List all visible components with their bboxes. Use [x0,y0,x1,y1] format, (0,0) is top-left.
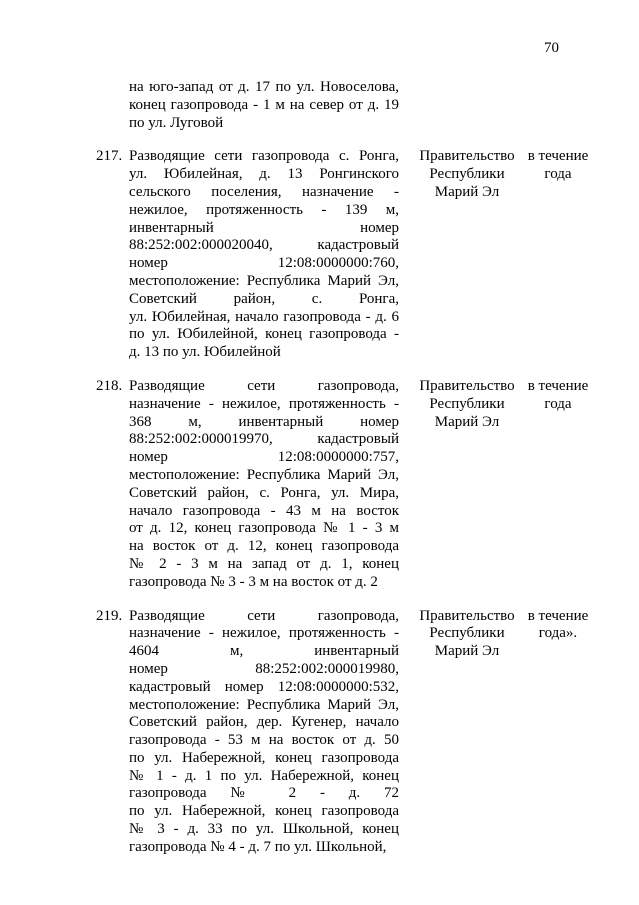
description-line: 88:252:002:000020040, кадастровый [129,237,399,254]
term-line: года». [538,625,578,642]
list-item [96,79,616,132]
description-line: на восток от д. 12, конец газопровода [129,538,399,555]
authority-line: Республики [429,625,505,642]
authority-line: Правительство [419,607,515,624]
description-line: сельского поселения, назначение - [129,183,399,200]
description-line: по ул. Юбилейной, конец газопровода - [129,326,399,343]
authority-line: Республики [429,166,505,183]
term-line: года [544,166,572,183]
item-term [526,148,590,184]
description-line: кадастровый номер 12:08:0000000:532, [129,678,399,695]
description-line: Советский район, с. Ронга, ул. Мира, [129,484,399,501]
description-line: ул. Юбилейная, начало газопровода - д. 6 [129,308,399,325]
description-line: по ул. Набережной, конец газопровода [129,749,399,766]
description-line: номер 88:252:002:000019980, [129,660,399,677]
description-line: номер 12:08:0000000:757, [129,449,399,466]
authority-line: Марий Эл [434,643,500,660]
description-line: по ул. Луговой [129,114,224,131]
description-line: 88:252:002:000019970, кадастровый [129,431,399,448]
list-item [96,148,616,362]
description-line: № 2 - 3 м на запад от д. 1, конец [129,555,399,572]
item-term [526,378,590,414]
description-line: назначение - нежилое, протяженность - [129,395,399,412]
list-item [96,608,616,857]
description-line: по ул. Набережной, конец газопровода [129,803,399,820]
description-line: Советский район, дер. Кугенер, начало [129,714,399,731]
description-line: конец газопровода - 1 м на север от д. 19 [129,96,399,113]
description-line: назначение - нежилое, протяженность - [129,625,399,642]
authority-line: Марий Эл [434,183,500,200]
description-line: на юго-запад от д. 17 по ул. Новоселова, [129,79,399,95]
description-line: местоположение: Республика Марий Эл, [129,272,399,289]
item-number: 218. [96,377,123,394]
page-number: 70 [544,40,559,56]
authority-line: Республики [429,395,505,412]
description-line: Разводящие сети газопровода с. Ронга, [129,148,399,165]
description-line: начало газопровода - 43 м на восток [129,502,399,519]
term-line: года [544,395,572,412]
description-line: инвентарный номер [129,219,399,236]
description-line: № 1 - д. 1 по ул. Набережной, конец [129,767,399,784]
item-description [129,378,399,592]
item-description [129,148,399,362]
description-line: Разводящие сети газопровода, [129,377,399,394]
description-line: газопровода № 3 - 3 м на восток от д. 2 [129,573,378,590]
list-item [96,378,616,592]
description-line: Разводящие сети газопровода, [129,607,399,624]
description-line: от д. 12, конец газопровода № 1 - 3 м [129,520,399,537]
description-line: местоположение: Республика Марий Эл, [129,466,399,483]
description-line: № 3 - д. 33 по ул. Школьной, конец [129,821,399,838]
description-line: Советский район, с. Ронга, [129,290,399,307]
description-line: 368 м, инвентарный номер [129,413,399,430]
property-list [96,79,616,873]
description-line: д. 13 по ул. Юбилейной [129,344,281,361]
term-line: в течение [527,377,589,394]
item-description [129,79,399,132]
description-line: газопровода № 4 - д. 7 по ул. Школьной, [129,838,387,855]
term-line: в течение [527,607,589,624]
authority-line: Правительство [419,148,515,165]
description-line: местоположение: Республика Марий Эл, [129,696,399,713]
item-description [129,608,399,857]
authority-line: Марий Эл [434,413,500,430]
item-term [526,608,590,644]
item-authority [412,148,522,201]
item-authority [412,378,522,431]
description-line: ул. Юбилейная, д. 13 Ронгинского [129,166,399,183]
description-line: газопровода № 2 - д. 72 [129,785,399,802]
description-line: нежилое, протяженность - 139 м, [129,201,399,218]
description-line: газопровода - 53 м на восток от д. 50 [129,732,399,749]
item-authority [412,608,522,661]
description-line: номер 12:08:0000000:760, [129,255,399,272]
description-line: 4604 м, инвентарный [129,643,399,660]
authority-line: Правительство [419,377,515,394]
item-number: 219. [96,607,123,624]
item-number: 217. [96,148,123,165]
term-line: в течение [527,148,589,165]
